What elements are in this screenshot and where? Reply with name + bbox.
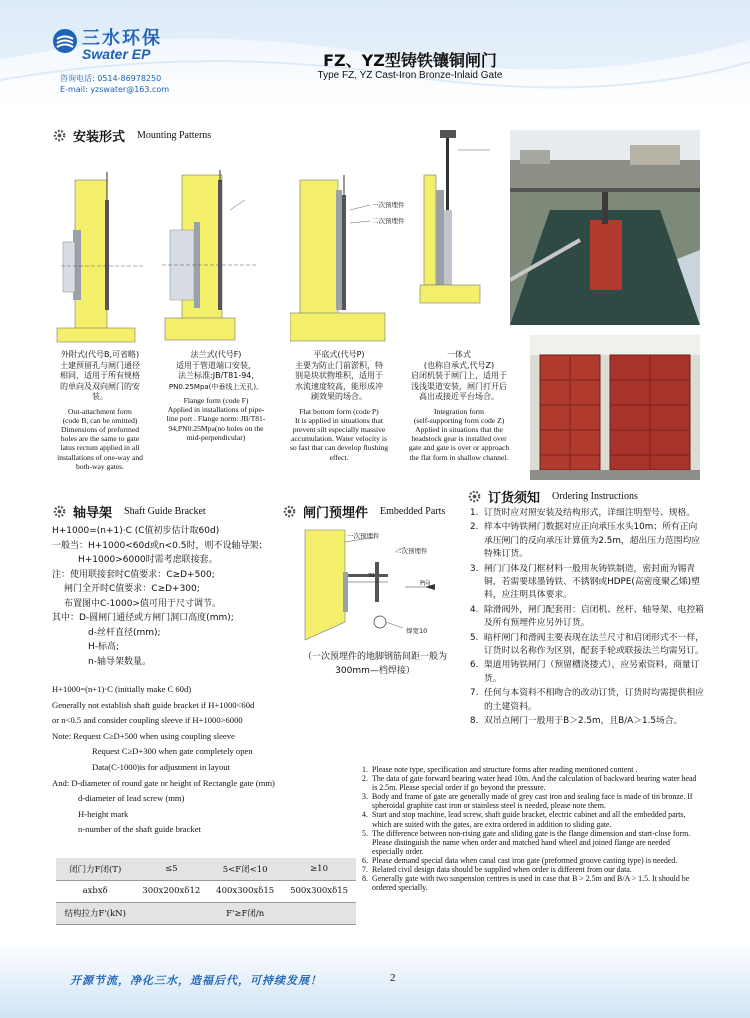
caption-en-line: Dimensions of preformed (60, 424, 140, 434)
list-item-text: 除滑阀外，闸门配套用：启闭机、丝杆、轴导架、电控箱及所有预埋件应另外订货。 (484, 604, 704, 629)
list-item (470, 659, 704, 686)
caption-en-line: gate and gate is over or approach (408, 443, 510, 453)
caption-cn-line: 法兰标准:JB/T81-94, (178, 371, 254, 380)
list-item-number: 1. (362, 765, 368, 774)
photo-cast-iron-gates (530, 335, 700, 480)
shaft-cn-line: H+1000=(n+1)·C (C值初步估计取60d) (52, 526, 220, 536)
photo-installed-gate-channel (510, 130, 700, 325)
shaft-en-line: Generally not establish shaft guide bracket if H+1000<60d (52, 699, 255, 710)
caption-en-line: It is applied in situations that (295, 415, 383, 425)
shaft-en-line: And: D-diameter of round gate or height of Rectangle gate (mm) (52, 777, 275, 788)
list-item-text: Related civil design data should be supplied when order is different from our data. (372, 865, 632, 875)
caption-cn-line: PN0.25Mpa(中垂线上无孔)。 (168, 382, 264, 391)
footer-slogan: 开源节流，净化三水，造福后代，可持续发展！ (70, 974, 322, 987)
shaft-cn-line: 注：使用联接套时C值要求：C≥D+500; (52, 569, 215, 580)
list-item-number: 8. (362, 874, 368, 884)
embedded-note: （一次预埋件的地脚钢筋间距一般为300mm—档焊接） (302, 652, 447, 676)
section-embedded-title: 闸门预埋件 (303, 506, 369, 521)
list-item (470, 604, 704, 631)
caption-flat-bottom (283, 350, 395, 462)
list-item-number: 2. (362, 774, 368, 784)
list-item-text: Please demand special data when canal cast iron gate (preformed groove casting type) is needed. (372, 855, 678, 865)
table-cell: 5<F闭<10 (208, 858, 282, 880)
list-item (470, 563, 704, 603)
shaft-cn-line: H+1000>6000时需考虑联接套。 (78, 555, 218, 565)
caption-en-line: 94,PN0.25Mpa(no holes on the (168, 423, 264, 433)
page-number: 2 (390, 972, 396, 984)
section-mounting-title-en: Mounting Patterns (137, 130, 212, 141)
caption-integration (400, 350, 518, 462)
shaft-cn-line: 其中：D-圆闸门通径或方闸门洞口高度(mm); (52, 613, 234, 623)
shaft-en-line: Request C≥D+300 when gate completely open (92, 746, 253, 757)
table-cell: ≤5 (134, 858, 208, 880)
list-item-number: 6. (362, 855, 368, 865)
table-cell: axbxδ (56, 880, 134, 902)
shaft-en-line: Data(C-1000)is for adjustment in layout (92, 761, 230, 772)
list-item-number: 7. (470, 688, 479, 699)
list-item-text: 双吊点闸门一般用于B＞2.5m，且B/A＞1.5场合。 (484, 716, 683, 727)
caption-en-line: effect. (329, 452, 349, 462)
shaft-en-line: H-height mark (78, 808, 129, 819)
table-cell: 300x200xδ12 (134, 880, 208, 902)
shaft-en-line: n-number of the shaft guide bracket (78, 824, 201, 835)
mounting-diagram-out-attachment (55, 170, 150, 345)
caption-cn-line: 刷效果的场合。 (311, 392, 367, 401)
section-shaft-title-en: Shaft Guide Bracket (124, 506, 206, 517)
table-row (56, 858, 356, 880)
list-item-number: 7. (362, 865, 368, 875)
list-item-number: 6. (470, 660, 479, 671)
list-item (470, 687, 704, 714)
caption-en-line: Applied in situations that the (415, 424, 503, 434)
shaft-cn-line: d-丝杆直径(mm); (88, 627, 161, 638)
table-cell: F'≥F闭/n (134, 902, 356, 924)
table-cell: 闭门力F闭(T) (56, 858, 134, 880)
caption-cn-line: 的单向及双向闸门的安 (60, 381, 140, 391)
list-item-text: Body and frame of gate are generally made of grey cast iron and sealing face is made of tin bronze. If spheroidal graphite cast iron or stainless steel is needed, please note them. (372, 792, 693, 811)
caption-cn-line: 启闭机装于闸门上，适用于 (411, 371, 507, 380)
list-item-number: 3. (362, 792, 368, 802)
list-item-text: 任何与本资料不相吻合的改动订货，订货时均需提供相应的土建资料。 (484, 688, 704, 712)
caption-cn-line: 适用于管道端口安装， (176, 360, 256, 370)
embedded-parts-diagram (285, 522, 460, 647)
label-first-embedded: 一次预埋件 (347, 532, 380, 540)
list-item-text: 暗杆闸门和滑阀主要表现在法兰尺寸和启闭形式不一样，订货时以名称作为区别，配套手轮或联接法兰均需另订。 (484, 632, 704, 657)
section-embedded-header (282, 502, 445, 521)
caption-en-line: the flat form in shallow channel. (409, 452, 509, 462)
caption-en-line: mid-perpendicular) (186, 432, 246, 442)
caption-cn-line: 高出或接近平台场合。 (419, 392, 499, 401)
caption-en-line: installations of one-way and (57, 452, 143, 462)
caption-cn-line: 土建预留孔与闸门通径 (60, 360, 140, 370)
list-item-text: Generally gate with two suspension centres is used in case that B > 2.5m and B/A > 1.5. It should be ordered specially. (372, 874, 690, 893)
list-item (362, 810, 702, 828)
list-item (362, 765, 702, 774)
list-item-number: 1. (470, 508, 479, 518)
caption-en-line: prevent silt especially massive (292, 424, 386, 434)
shaft-en-line: d-diameter of lead screw (mm) (78, 793, 185, 804)
list-item-text: 渠道用铸铁闸门（预留槽浇搂式），应另索资料，商量订货。 (484, 660, 700, 684)
section-mounting-header (52, 126, 211, 145)
table-cell: ≥10 (282, 858, 356, 880)
caption-flange (160, 350, 272, 442)
list-item-number: 4. (362, 810, 368, 820)
embedded-part-label-2: 二次预埋件 (372, 217, 405, 225)
caption-cn-line: 法兰式(代号F) (190, 350, 242, 359)
gear-icon (282, 504, 297, 519)
list-item (470, 715, 704, 728)
list-item-text: Please note type, specification and structure forms after reading mentioned content . (372, 765, 638, 774)
logo-icon (52, 28, 78, 54)
mounting-diagram-integration (410, 130, 500, 345)
caption-cn-line: 浅浅渠道安装，闸门打开后 (411, 381, 507, 391)
list-item (362, 856, 702, 865)
caption-cn-line: 相同，适用于所有规格 (60, 371, 140, 380)
logo-text-cn: 三水环保 (82, 28, 162, 49)
list-item (362, 774, 702, 792)
table-row (56, 902, 356, 924)
list-item (470, 507, 704, 520)
page-title: FZ、YZ型铸铁镶铜闸门 (323, 51, 497, 70)
shaft-text-cn (52, 524, 292, 669)
section-shaft-title: 轴导架 (73, 506, 113, 521)
section-shaft-header (52, 502, 206, 521)
caption-cn-line: 装。 (92, 392, 108, 401)
caption-en-line: holes are the same to gate (60, 434, 140, 444)
shaft-en-line: Note: Request C≥D+500 when using coupling sleeve (52, 730, 235, 741)
list-item-number: 3. (470, 563, 479, 574)
caption-en-line: (code B, can be omitted) (62, 415, 138, 425)
label-weld-width: 焊宽10 (406, 627, 428, 635)
mounting-diagram-flange (160, 170, 260, 345)
section-ordering-header (467, 487, 638, 506)
label-p-direction: P向 (420, 579, 431, 587)
list-item-text: 样本中铸铁闸门数据对应正向承压水头10m；所有正向承压闸门的反向承压计算值为2.5m，超出压力范围均应特殊订货。 (484, 522, 701, 560)
list-item-number: 4. (470, 604, 479, 615)
shaft-en-line: or n<0.5 and consider coupling sleeve if H+1000>6000 (52, 715, 243, 726)
gear-icon (467, 489, 482, 504)
embedded-part-label-1: 一次预埋件 (372, 201, 405, 209)
list-item (362, 829, 702, 856)
list-item (362, 874, 702, 892)
caption-en-line: latus rectum applied in all (60, 443, 140, 453)
caption-en-line: line port . Flange norm: JB/T81- (166, 414, 266, 424)
shaft-cn-line: H-标高; (88, 642, 120, 652)
list-item-number: 5. (470, 632, 479, 643)
list-item-text: 订货时应对照安装及结构形式，详细注明型号、规格。 (484, 508, 696, 518)
shaft-cn-line: n-轴导架数量。 (88, 656, 151, 667)
list-item-text: 闸门门体及门框材料一般用灰铸铁制造，密封面为锡青铜，若需要球墨铸铁、不锈钢或HDPE(高密度聚乙烯)塑料，应注明具体要求。 (484, 563, 700, 601)
caption-en-line: so fast that can develop flushing (289, 443, 389, 453)
company-logo (52, 22, 164, 70)
shaft-cn-line: 闸门全开时C值要求：C≥D+300; (64, 584, 200, 594)
ordering-list-en (362, 765, 702, 892)
caption-cn-line: 外附式(代号B,可省略) (60, 350, 140, 359)
gear-icon (52, 128, 67, 143)
caption-cn-line: 主要为防止门前淤积，特 (295, 360, 383, 370)
logo-text-en: Swater EP (82, 46, 151, 62)
caption-en-line: Integration form (434, 406, 484, 416)
list-item (470, 521, 704, 561)
list-item-number: 8. (470, 716, 479, 727)
caption-out-attachment (50, 350, 150, 471)
table-cell: 500x300xδ15 (282, 880, 356, 902)
label-dimension-70: 70 (368, 572, 375, 579)
list-item (362, 792, 702, 810)
contact-phone: 咨询电话: 0514-86978250 (60, 74, 162, 83)
table-cell: 400x300xδ15 (208, 880, 282, 902)
list-item (362, 865, 702, 874)
caption-en-line: Applied in installations of pipe- (167, 405, 265, 415)
caption-en-line: Flange form (code F) (183, 396, 249, 405)
caption-en-line: headstock gear is installed over (411, 434, 507, 444)
list-item-text: Start and stop machine, lead screw, shaft guide bracket, electric cabinet and all the embedded parts, which are suited with the gates, are extra ordered in addition to sliding gate. (372, 810, 686, 829)
caption-cn-line: 水流速度较高，能形成冲 (295, 381, 383, 391)
list-item (470, 632, 704, 659)
section-ordering-title-en: Ordering Instructions (552, 491, 638, 502)
header-banner (0, 0, 750, 105)
caption-en-line: Out-attachment form (68, 406, 132, 416)
caption-cn-line: 一体式 (447, 350, 471, 359)
caption-en-line: accumulation. Water velocity is (291, 434, 387, 444)
section-embedded-title-en: Embedded Parts (380, 506, 446, 517)
shaft-en-line: H+1000=(n+1)·C (initially make C 60d) (52, 684, 192, 694)
spec-table (56, 858, 356, 925)
ordering-list-cn (470, 507, 704, 730)
list-item-number: 5. (362, 828, 368, 838)
table-row (56, 880, 356, 902)
table-cell: 结构拉力F'(kN) (56, 902, 134, 924)
shaft-text-en (52, 682, 352, 838)
shaft-cn-line: 一般当：H+1000<60d或n<0.5时，则不设轴导架； (52, 540, 268, 551)
gear-icon (52, 504, 67, 519)
section-ordering-title: 订货须知 (488, 491, 541, 506)
page-subtitle: Type FZ, YZ Cast-Iron Bronze-Inlaid Gate (317, 70, 503, 81)
caption-en-line: Flat bottom form (code P) (299, 406, 379, 416)
caption-en-line: (self-supporting form code Z) (413, 415, 505, 425)
shaft-cn-line: 布置图中C-1000>值可用于尺寸调节。 (64, 598, 221, 609)
caption-cn-line: 平底式(代号P) (313, 350, 365, 359)
contact-email: E-mail: yzswater@163.com (60, 85, 170, 94)
list-item-text: The difference between non-rising gate and sliding gate is the flange dimension and start-close form. Please distinguish the name when order and matched hand wheel and joined flange are needed especially order. (372, 828, 691, 856)
list-item-text: The data of gate forward bearing water head 10m. And the calculation of backward bearing water head is 2.5m. Please special order if go beyond the pressure. (372, 774, 697, 793)
label-second-embedded: 二次预埋件 (395, 547, 428, 555)
section-mounting-title: 安装形式 (73, 130, 126, 145)
caption-cn-line: 别是块状物堆积，适用于 (295, 371, 383, 380)
list-item-number: 2. (470, 522, 479, 533)
caption-en-line: both-way gates. (75, 461, 125, 471)
caption-cn-line: (也称自承式,代号Z) (423, 360, 495, 370)
